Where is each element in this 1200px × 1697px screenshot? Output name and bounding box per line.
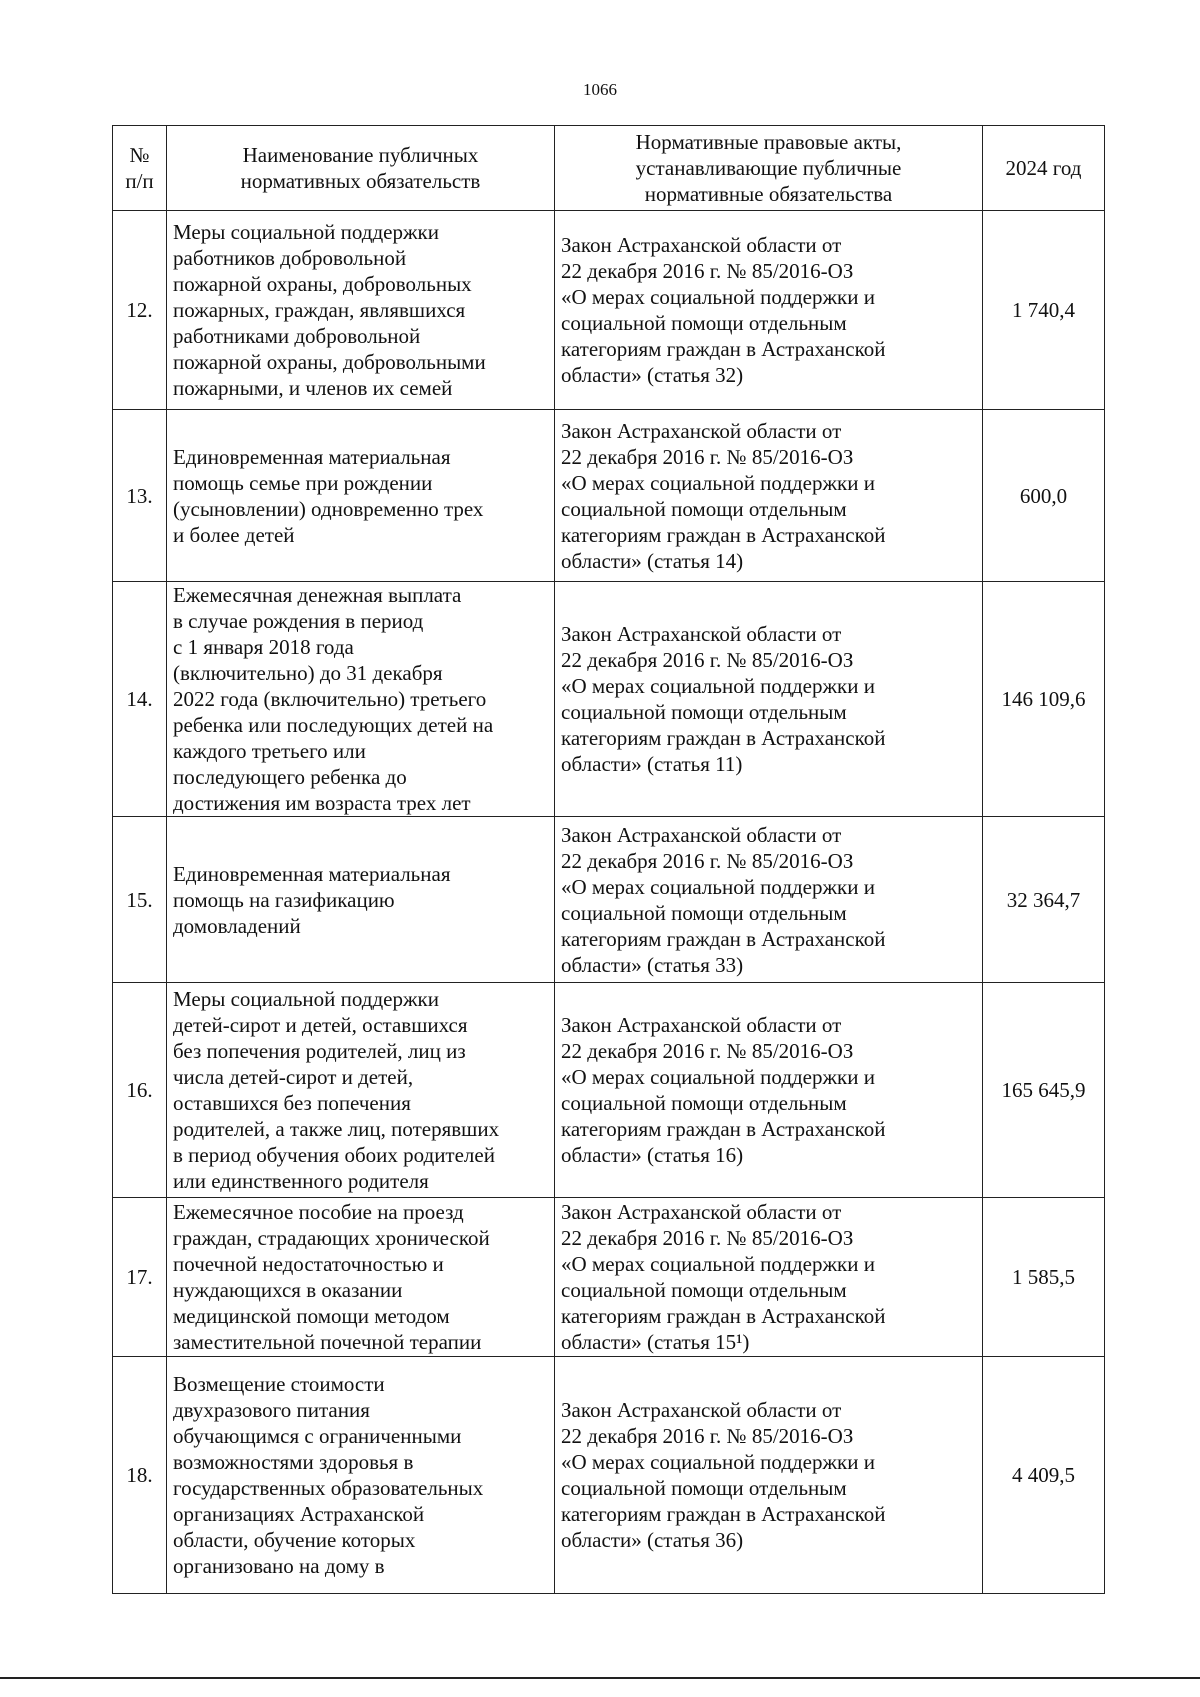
name-line: числа детей-сирот и детей,	[173, 1065, 414, 1089]
name-line: пожарных, граждан, являвшихся	[173, 298, 466, 322]
header-number-line: №	[129, 143, 150, 167]
header-act-line: нормативные обязательства	[644, 182, 893, 206]
header-number	[113, 126, 167, 211]
header-year-2024: 2024 год	[983, 126, 1105, 211]
name-line: с 1 января 2018 года	[173, 635, 354, 659]
act-line: 22 декабря 2016 г. № 85/2016-ОЗ	[561, 848, 854, 873]
name-line: граждан, страдающих хронической	[173, 1226, 490, 1250]
act-line: категориям граждан в Астраханской	[561, 337, 886, 361]
name-line: родителей, а также лиц, потерявших	[173, 1117, 500, 1141]
legal-act	[555, 1357, 983, 1594]
name-line: пожарными, и членов их семей	[173, 376, 453, 400]
name-line: Единовременная материальная	[173, 444, 451, 469]
act-line: «О мерах социальной поддержки и	[561, 285, 875, 309]
name-line: нуждающихся в оказании	[173, 1278, 403, 1302]
name-line: в случае рождения в период	[173, 609, 424, 633]
act-line: категориям граждан в Астраханской	[561, 726, 886, 750]
name-line: двухразового питания	[173, 1398, 370, 1422]
act-line: Закон Астраханской области от	[561, 1013, 842, 1037]
name-line: последующего ребенка до	[173, 765, 407, 789]
header-act-line: Нормативные правовые акты,	[635, 130, 902, 154]
act-line: «О мерах социальной поддержки и	[561, 1065, 875, 1089]
act-line: области» (статья 36)	[561, 1528, 744, 1552]
obligations-table	[112, 125, 1105, 1594]
name-line: Меры социальной поддержки	[173, 987, 439, 1011]
act-line: 22 декабря 2016 г. № 85/2016-ОЗ	[561, 259, 854, 283]
act-line: социальной помощи отдельным	[561, 1278, 847, 1302]
name-line: организациях Астраханской	[173, 1502, 425, 1526]
name-line: организовано на дому в	[173, 1554, 385, 1578]
amount-2024: 1 740,4	[983, 211, 1105, 410]
name-line: (включительно) до 31 декабря	[173, 661, 443, 685]
amount-2024: 146 109,6	[983, 582, 1105, 817]
name-line: работников добровольной	[173, 246, 407, 270]
header-number-line: п/п	[125, 169, 154, 193]
act-line: социальной помощи отдельным	[561, 1091, 847, 1115]
act-line: Закон Астраханской области от	[561, 418, 842, 443]
bottom-divider	[0, 1677, 1200, 1679]
name-line: работниками добровольной	[173, 324, 421, 348]
act-line: 22 декабря 2016 г. № 85/2016-ОЗ	[561, 1226, 854, 1250]
name-line: и более детей	[173, 522, 295, 547]
name-line: детей-сирот и детей, оставшихся	[173, 1013, 468, 1037]
header-obligation-name	[167, 126, 555, 211]
name-line: домовладений	[173, 913, 301, 938]
table-row	[113, 1198, 1105, 1357]
name-line: или единственного родителя	[173, 1169, 429, 1193]
act-line: Закон Астраханской области от	[561, 822, 842, 847]
act-line: категориям граждан в Астраханской	[561, 1304, 886, 1328]
name-line: заместительной почечной терапии	[173, 1330, 482, 1354]
act-line: области» (статья 16)	[561, 1143, 744, 1167]
act-line: категориям граждан в Астраханской	[561, 1502, 886, 1526]
act-line: социальной помощи отдельным	[561, 496, 847, 521]
act-line: области» (статья 11)	[561, 752, 743, 776]
name-line: пожарной охраны, добровольными	[173, 350, 486, 374]
act-line: социальной помощи отдельным	[561, 700, 847, 724]
header-legal-acts	[555, 126, 983, 211]
act-line: социальной помощи отдельным	[561, 311, 847, 335]
amount-2024: 32 364,7	[983, 817, 1105, 983]
row-number: 17.	[113, 1198, 167, 1357]
name-line: государственных образовательных	[173, 1476, 484, 1500]
name-line: 2022 года (включительно) третьего	[173, 687, 487, 711]
name-line: помощь семье при рождении	[173, 470, 433, 495]
name-line: Единовременная материальная	[173, 861, 451, 886]
act-line: социальной помощи отдельным	[561, 1476, 847, 1500]
legal-act	[555, 817, 983, 983]
amount-2024: 4 409,5	[983, 1357, 1105, 1594]
name-line: оставшихся без попечения	[173, 1091, 411, 1115]
act-line: категориям граждан в Астраханской	[561, 926, 886, 951]
act-line: «О мерах социальной поддержки и	[561, 1450, 875, 1474]
name-line: достижения им возраста трех лет	[173, 791, 471, 815]
act-line: области» (статья 32)	[561, 363, 744, 387]
obligation-name	[167, 983, 555, 1198]
name-line: без попечения родителей, лиц из	[173, 1039, 466, 1063]
table-row	[113, 410, 1105, 582]
page-number: 1066	[583, 80, 617, 99]
header-act-line: устанавливающие публичные	[635, 156, 902, 180]
table-header-row	[113, 126, 1105, 211]
table-row	[113, 1357, 1105, 1594]
table-row	[113, 582, 1105, 817]
act-line: категориям граждан в Астраханской	[561, 522, 886, 547]
row-number: 13.	[113, 410, 167, 582]
act-line: 22 декабря 2016 г. № 85/2016-ОЗ	[561, 444, 854, 469]
name-line: почечной недостаточностью и	[173, 1252, 444, 1276]
row-number: 14.	[113, 582, 167, 817]
act-line: «О мерах социальной поддержки и	[561, 874, 875, 899]
name-line: в период обучения обоих родителей	[173, 1143, 495, 1167]
legal-act	[555, 1198, 983, 1357]
header-name-line: Наименование публичных	[242, 143, 479, 167]
act-line: «О мерах социальной поддержки и	[561, 1252, 875, 1276]
obligation-name	[167, 817, 555, 983]
row-number: 16.	[113, 983, 167, 1198]
act-line: «О мерах социальной поддержки и	[561, 674, 875, 698]
legal-act	[555, 410, 983, 582]
obligation-name	[167, 1198, 555, 1357]
row-number: 15.	[113, 817, 167, 983]
act-line: 22 декабря 2016 г. № 85/2016-ОЗ	[561, 1424, 854, 1448]
row-number: 18.	[113, 1357, 167, 1594]
name-line: медицинской помощи методом	[173, 1304, 450, 1328]
name-line: возможностями здоровья в	[173, 1450, 414, 1474]
name-line: Ежемесячная денежная выплата	[173, 583, 462, 607]
name-line: обучающимся с ограниченными	[173, 1424, 462, 1448]
row-number: 12.	[113, 211, 167, 410]
act-line: области» (статья 33)	[561, 952, 744, 977]
name-line: ребенка или последующих детей на	[173, 713, 494, 737]
name-line: (усыновлении) одновременно трех	[173, 496, 484, 521]
name-line: Ежемесячное пособие на проезд	[173, 1200, 464, 1224]
table-row	[113, 211, 1105, 410]
obligation-name	[167, 410, 555, 582]
act-line: социальной помощи отдельным	[561, 900, 847, 925]
act-line: 22 декабря 2016 г. № 85/2016-ОЗ	[561, 1039, 854, 1063]
legal-act	[555, 983, 983, 1198]
act-line: области» (статья 15¹)	[561, 1330, 750, 1354]
act-line: Закон Астраханской области от	[561, 233, 842, 257]
name-line: пожарной охраны, добровольных	[173, 272, 472, 296]
act-line: Закон Астраханской области от	[561, 622, 842, 646]
amount-2024: 165 645,9	[983, 983, 1105, 1198]
name-line: области, обучение которых	[173, 1528, 416, 1552]
name-line: помощь на газификацию	[173, 887, 395, 912]
amount-2024: 1 585,5	[983, 1198, 1105, 1357]
obligation-name	[167, 211, 555, 410]
act-line: «О мерах социальной поддержки и	[561, 470, 875, 495]
table-row	[113, 983, 1105, 1198]
name-line: каждого третьего или	[173, 739, 366, 763]
name-line: Меры социальной поддержки	[173, 220, 439, 244]
header-name-line: нормативных обязательств	[240, 169, 481, 193]
act-line: категориям граждан в Астраханской	[561, 1117, 886, 1141]
legal-act	[555, 211, 983, 410]
obligation-name	[167, 582, 555, 817]
obligation-name	[167, 1357, 555, 1594]
legal-act	[555, 582, 983, 817]
amount-2024: 600,0	[983, 410, 1105, 582]
name-line: Возмещение стоимости	[173, 1372, 385, 1396]
act-line: Закон Астраханской области от	[561, 1200, 842, 1224]
act-line: 22 декабря 2016 г. № 85/2016-ОЗ	[561, 648, 854, 672]
act-line: Закон Астраханской области от	[561, 1398, 842, 1422]
act-line: области» (статья 14)	[561, 548, 744, 573]
table-row	[113, 817, 1105, 983]
